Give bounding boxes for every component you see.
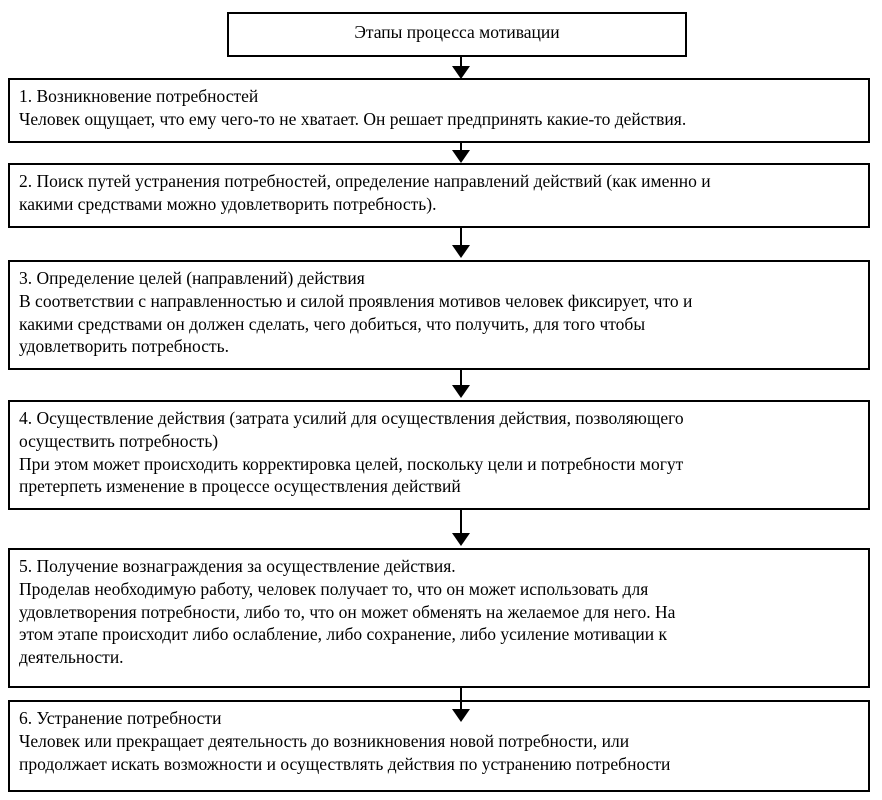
step-6-line-2: продолжает искать возможности и осуществлять действия по устранению потребности (19, 753, 671, 774)
step-6-heading: 6. Устранение потребности (19, 708, 222, 728)
step-3-line-1: В соответствии с направленностью и силой проявления мотивов человек фиксирует, что и (19, 290, 693, 311)
step-5-line-4: деятельности. (19, 647, 124, 667)
step-2-line-1: какими средствами можно удовлетворить потребность). (19, 193, 437, 214)
arrow-step-5-to-step-6 (450, 688, 472, 724)
flowchart-title-text: Этапы процесса мотивации (354, 22, 560, 42)
step-5-line-1: Проделав необходимую работу, человек получает то, что он может использовать для (19, 578, 649, 599)
step-5-line-3: этом этапе происходит либо ослабление, либо сохранение, либо усиление мотивации к (19, 624, 668, 645)
step-4-line-3: претерпеть изменение в процессе осуществления действий (19, 476, 461, 497)
step-6-line-1: Человек или прекращает деятельность до возникновения новой потребности, или (19, 730, 630, 751)
step-5-heading: 5. Получение вознаграждения за осуществление действия. (19, 556, 456, 576)
step-4-line-2: При этом может происходить корректировка целей, поскольку цели и потребности могут (19, 453, 684, 474)
step-5-line-2: удовлетворения потребности, либо то, что он может обменять на желаемое для него. На (19, 601, 676, 622)
step-1-heading: 1. Возникновение потребностей (19, 86, 259, 106)
arrow-step-1-to-step-2 (450, 143, 472, 165)
step-1-line-1: Человек ощущает, что ему чего-то не хватает. Он решает предпринять какие-то действия. (19, 108, 687, 129)
step-box-6 (8, 700, 870, 792)
step-3-line-2: какими средствами он должен сделать, чего добиться, что получить, для того чтобы (19, 313, 646, 334)
step-box-2 (8, 163, 870, 228)
arrow-step-4-to-step-5 (450, 510, 472, 548)
step-3-heading: 3. Определение целей (направлений) действия (19, 268, 365, 288)
arrow-step-3-to-step-4 (450, 370, 472, 400)
arrow-step-2-to-step-3 (450, 228, 472, 260)
step-4-line-1: осуществить потребность) (19, 430, 219, 451)
arrow-title-to-step-1 (450, 57, 472, 79)
step-box-4 (8, 400, 870, 510)
step-box-3 (8, 260, 870, 370)
flowchart-title-box (227, 12, 687, 57)
step-3-line-3: удовлетворить потребность. (19, 336, 229, 357)
step-box-1 (8, 78, 870, 143)
step-4-heading: 4. Осуществление действия (затрата усилий для осуществления действия, позволяющего (19, 408, 684, 428)
step-2-heading: 2. Поиск путей устранения потребностей, определение направлений действий (как именно и (19, 171, 711, 191)
step-box-5 (8, 548, 870, 688)
